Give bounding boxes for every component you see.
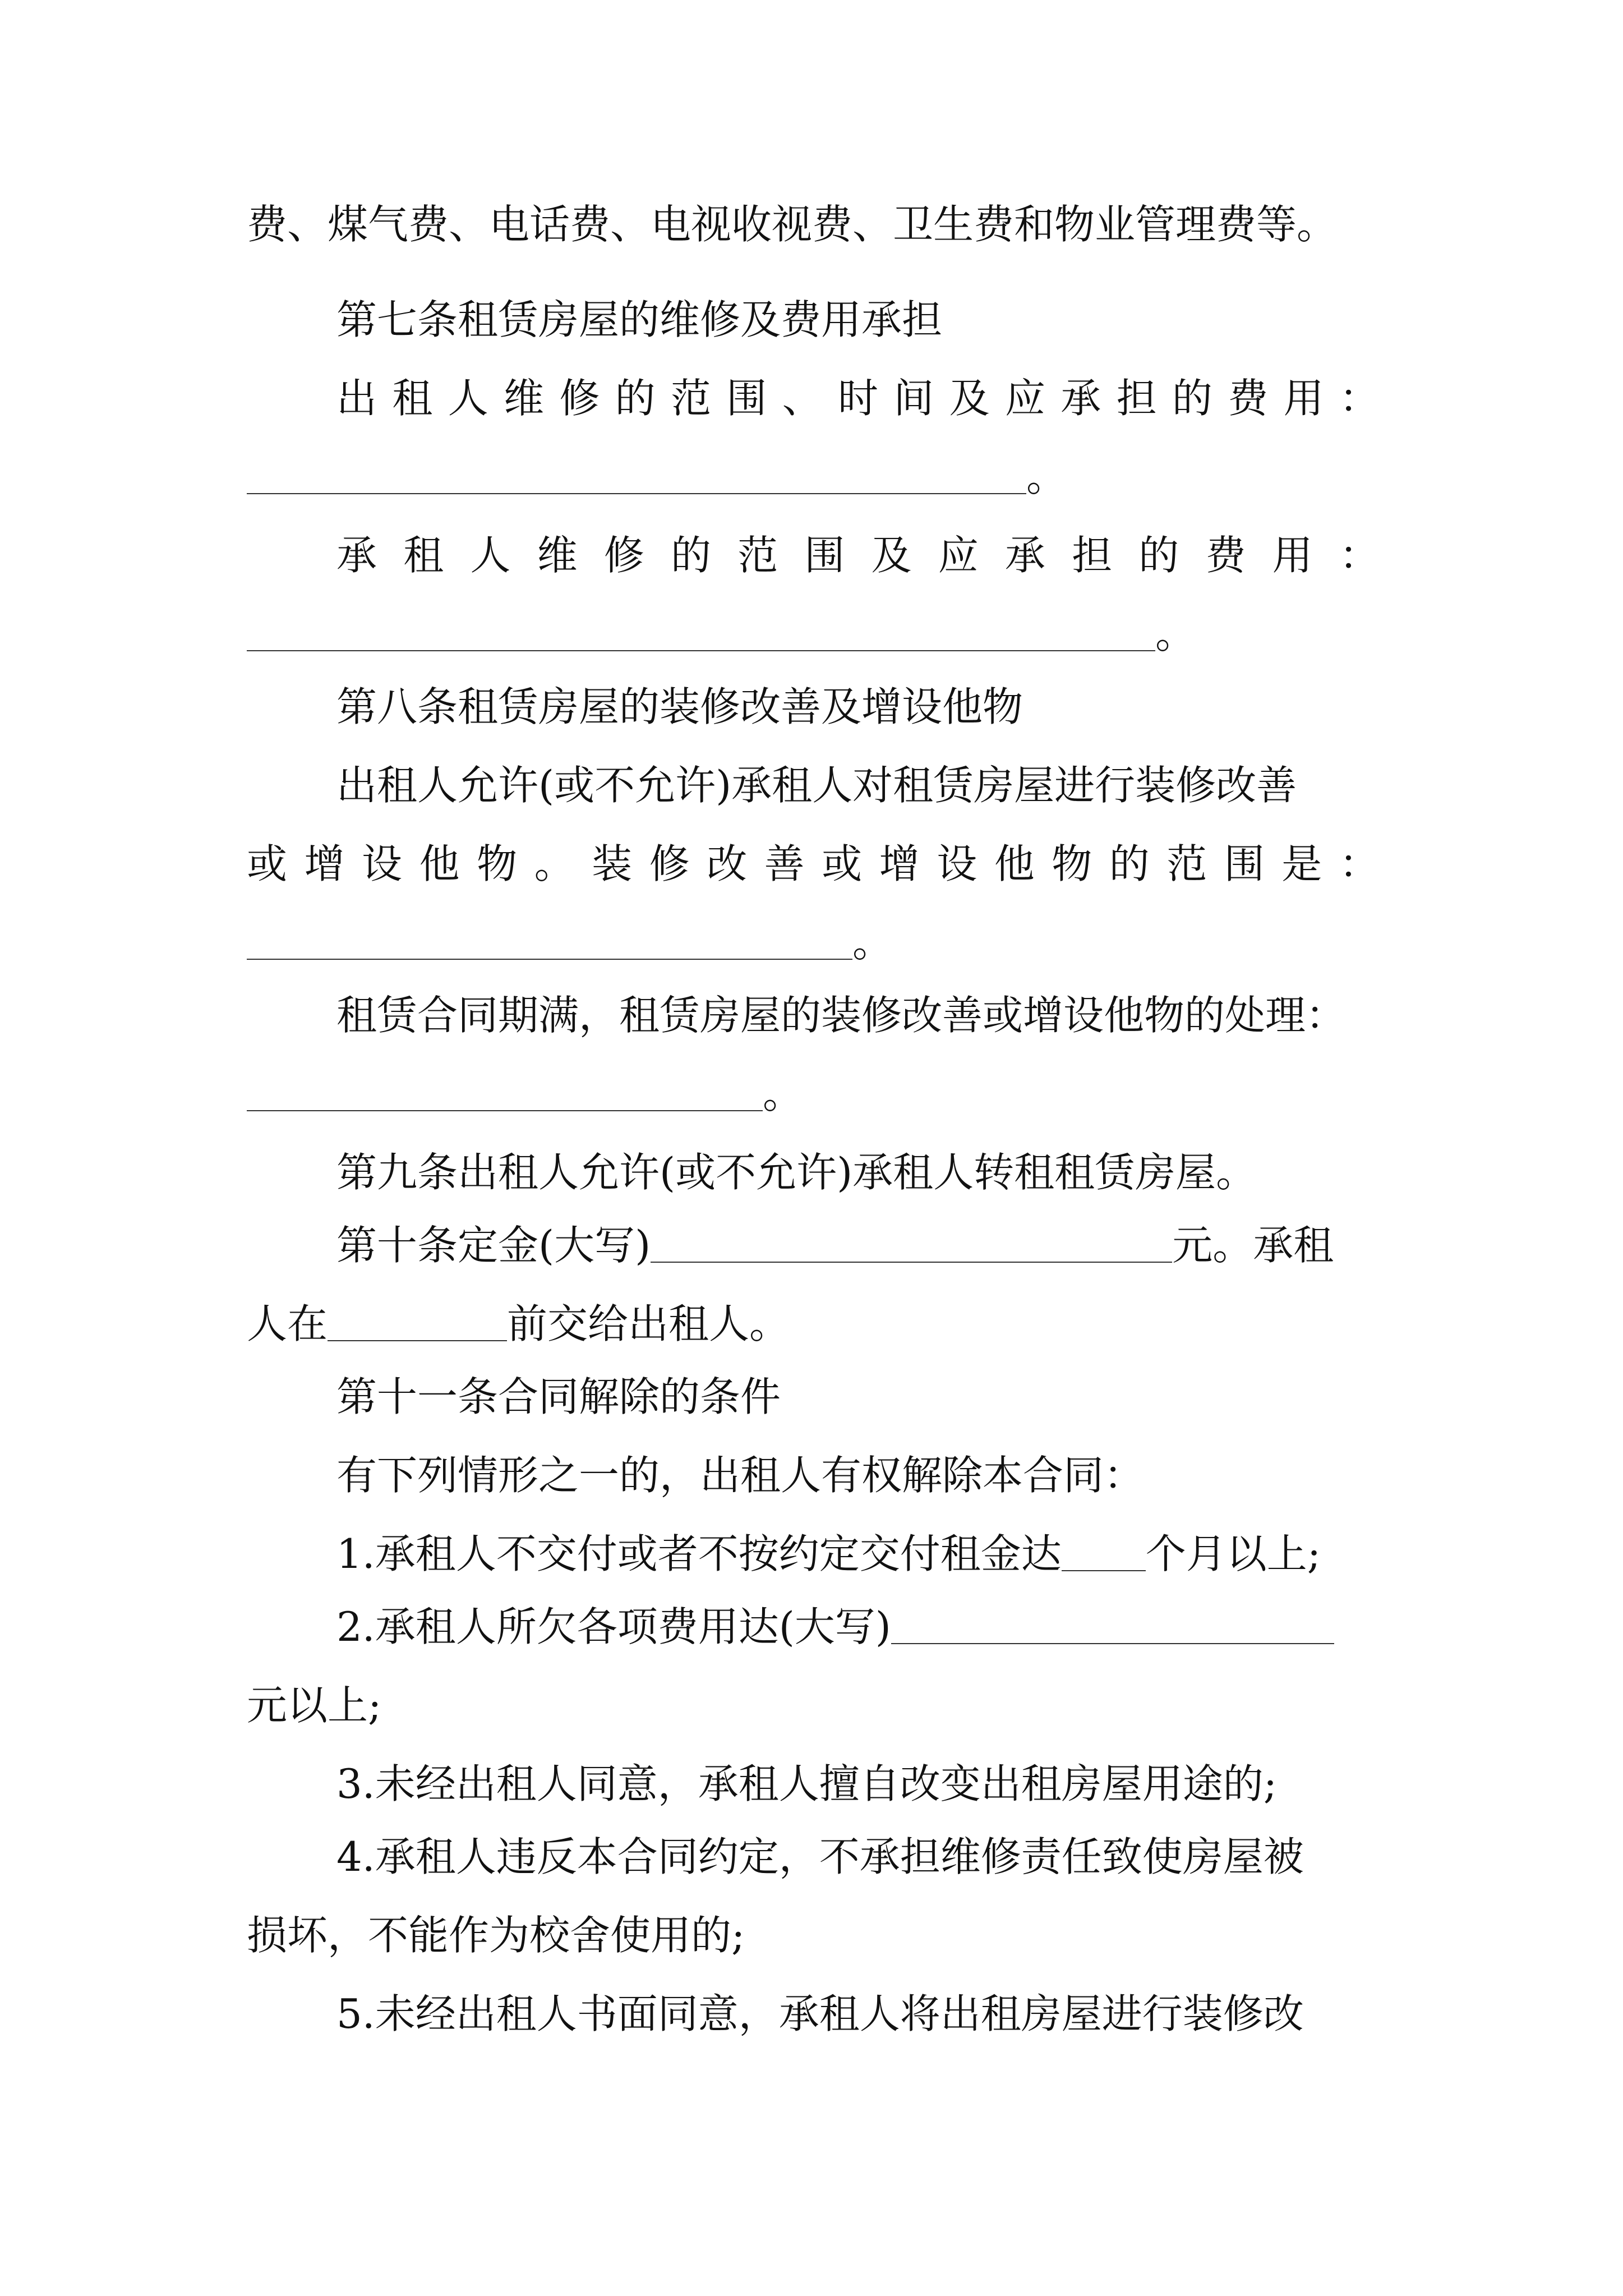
date-blank xyxy=(328,1300,507,1341)
char: 应 xyxy=(1004,375,1045,422)
char: 增 xyxy=(879,840,920,887)
deposit-tail: 元。承租 xyxy=(1172,1222,1334,1269)
period: 。 xyxy=(763,1070,804,1117)
deposit-line-cont xyxy=(247,1296,1380,1352)
fill-line xyxy=(247,449,1380,505)
char: 物 xyxy=(477,840,518,887)
fill-blank xyxy=(247,453,1026,494)
char: 是 xyxy=(1281,840,1322,887)
char: 及 xyxy=(871,532,912,579)
text-line: 租赁合同期满，租赁房屋的装修改善或增设他物的处理： xyxy=(336,992,1347,1039)
char: 承 xyxy=(1004,532,1045,579)
char: 时 xyxy=(837,375,878,422)
char: 范 xyxy=(737,532,778,579)
char: 应 xyxy=(938,532,979,579)
char: 。 xyxy=(534,840,575,887)
clause-1-tail: 个月以上; xyxy=(1145,1530,1321,1577)
months-blank xyxy=(1062,1530,1146,1571)
char: 范 xyxy=(1166,840,1207,887)
amount-blank xyxy=(891,1603,1334,1644)
char: 修 xyxy=(603,532,644,579)
clause-2-text: 2.承租人所欠各项费用达(大写) xyxy=(336,1603,891,1650)
char: ： xyxy=(1339,840,1380,887)
deposit-cont-label: 人在 xyxy=(247,1300,328,1347)
char: 维 xyxy=(503,375,544,422)
text-line: 费、煤气费、电话费、电视收视费、卫生费和物业管理费等。 xyxy=(247,201,1338,248)
text-line: 出租人允许(或不允许)承租人对租赁房屋进行装修改善 xyxy=(336,762,1297,809)
period: 。 xyxy=(1155,610,1196,657)
char: 用 xyxy=(1283,375,1324,422)
char: 修 xyxy=(559,375,600,422)
fill-line xyxy=(247,606,1380,662)
lessee-repair-line xyxy=(336,527,1380,583)
text-line: 有下列情形之一的，出租人有权解除本合同： xyxy=(336,1452,1145,1499)
deposit-line xyxy=(336,1217,1380,1273)
char: 或 xyxy=(822,840,863,887)
char: 围 xyxy=(804,532,845,579)
clause-3: 3.未经出租人同意，承租人擅自改变出租房屋用途的; xyxy=(336,1760,1277,1807)
text-line: 损坏，不能作为校舍使用的; xyxy=(247,1912,745,1959)
decoration-scope-line xyxy=(247,836,1380,892)
char: 范 xyxy=(670,375,711,422)
char: 承 xyxy=(336,532,377,579)
clause-1 xyxy=(336,1526,1380,1582)
fill-blank xyxy=(247,1070,763,1111)
char: 用 xyxy=(1272,532,1313,579)
article-7-heading: 第七条租赁房屋的维修及费用承担 xyxy=(336,296,943,343)
char: 的 xyxy=(670,532,711,579)
char: 装 xyxy=(592,840,633,887)
char: 或 xyxy=(247,840,288,887)
article-8-heading: 第八条租赁房屋的装修改善及增设他物 xyxy=(336,683,1023,730)
fill-line xyxy=(247,1066,1380,1122)
char: 出 xyxy=(336,375,377,422)
article-9-text: 第九条出租人允许(或不允许)承租人转租租赁房屋。 xyxy=(336,1149,1257,1196)
char: 增 xyxy=(304,840,345,887)
char: 费 xyxy=(1205,532,1246,579)
char: 围 xyxy=(1224,840,1265,887)
char: 修 xyxy=(649,840,690,887)
char: 他 xyxy=(419,840,460,887)
period: 。 xyxy=(1026,453,1067,500)
fill-blank xyxy=(247,918,852,960)
char: 围 xyxy=(726,375,767,422)
char: 他 xyxy=(994,840,1035,887)
char: 人 xyxy=(470,532,511,579)
char: 承 xyxy=(1061,375,1101,422)
clause-1-text: 1.承租人不交付或者不按约定交付租金达 xyxy=(336,1530,1062,1577)
char: 的 xyxy=(1172,375,1212,422)
clause-2 xyxy=(336,1599,1380,1655)
deposit-cont-tail: 前交给出租人。 xyxy=(507,1300,790,1347)
char: 及 xyxy=(949,375,990,422)
char: 的 xyxy=(1138,532,1179,579)
text-line: 元以上; xyxy=(247,1682,382,1729)
article-11-heading: 第十一条合同解除的条件 xyxy=(336,1373,781,1420)
char: 改 xyxy=(707,840,748,887)
deposit-label: 第十条定金(大写) xyxy=(336,1222,651,1269)
char: 设 xyxy=(362,840,403,887)
fill-line xyxy=(247,914,1380,970)
deposit-blank xyxy=(651,1221,1172,1263)
lessor-repair-line xyxy=(336,370,1380,426)
char: ： xyxy=(1339,532,1380,579)
char: 人 xyxy=(448,375,488,422)
clause-4: 4.承租人违反本合同约定，不承担维修责任致使房屋被 xyxy=(336,1833,1304,1880)
char: 租 xyxy=(403,532,444,579)
period: 。 xyxy=(852,919,893,966)
char: 租 xyxy=(392,375,433,422)
char: 担 xyxy=(1116,375,1157,422)
char: 善 xyxy=(764,840,805,887)
char: ： xyxy=(1339,375,1380,422)
fill-blank xyxy=(247,610,1155,651)
char: 物 xyxy=(1052,840,1092,887)
clause-5: 5.未经出租人书面同意，承租人将出租房屋进行装修改 xyxy=(336,1990,1304,2037)
char: 的 xyxy=(1109,840,1150,887)
char: 设 xyxy=(937,840,978,887)
char: 、 xyxy=(782,375,823,422)
char: 维 xyxy=(537,532,578,579)
char: 间 xyxy=(893,375,934,422)
char: 的 xyxy=(615,375,656,422)
char: 担 xyxy=(1072,532,1113,579)
char: 费 xyxy=(1228,375,1269,422)
